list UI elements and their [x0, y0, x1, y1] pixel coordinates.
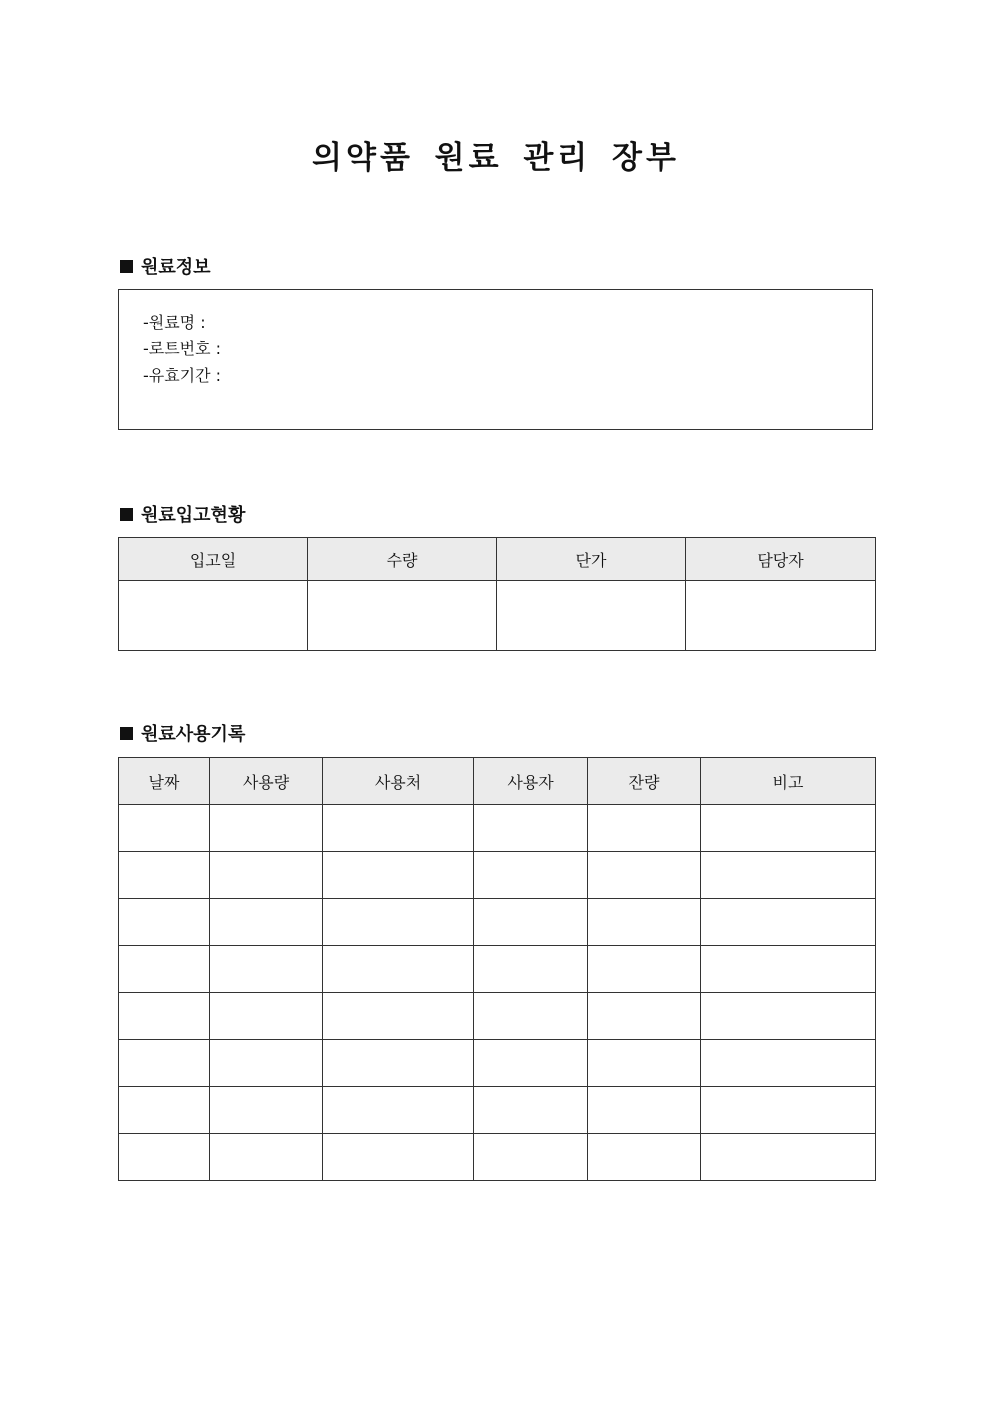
table-header-row	[119, 538, 876, 581]
table-cell[interactable]	[474, 899, 588, 946]
table-cell[interactable]	[588, 993, 701, 1040]
table-cell[interactable]	[210, 993, 323, 1040]
table-cell[interactable]	[119, 1040, 210, 1087]
column-header-user: 사용자	[474, 758, 588, 805]
usage-table	[118, 757, 876, 1181]
column-header-remaining: 잔량	[588, 758, 701, 805]
table-cell[interactable]	[474, 1134, 588, 1181]
table-cell[interactable]	[323, 1087, 474, 1134]
table-cell[interactable]	[701, 899, 876, 946]
column-header-remarks: 비고	[701, 758, 876, 805]
square-bullet-icon	[120, 727, 133, 740]
table-row	[119, 1134, 876, 1181]
table-cell[interactable]	[210, 899, 323, 946]
table-cell[interactable]	[210, 852, 323, 899]
section-heading-usage	[120, 720, 245, 746]
table-row	[119, 946, 876, 993]
section-heading-info-label: 원료정보	[141, 257, 211, 278]
table-cell[interactable]	[701, 1087, 876, 1134]
section-heading-receipt-label: 원료입고현황	[141, 505, 246, 526]
table-cell[interactable]	[701, 852, 876, 899]
table-cell[interactable]	[323, 805, 474, 852]
table-cell[interactable]	[119, 899, 210, 946]
table-cell[interactable]	[474, 852, 588, 899]
table-cell[interactable]	[323, 1134, 474, 1181]
table-row	[119, 852, 876, 899]
column-header-date: 날짜	[119, 758, 210, 805]
table-cell[interactable]	[588, 852, 701, 899]
table-cell[interactable]	[588, 1087, 701, 1134]
lot-number-field[interactable]: -로트번호 :	[143, 339, 222, 358]
table-header-row	[119, 758, 876, 805]
table-row	[119, 993, 876, 1040]
column-header-usage-place: 사용처	[323, 758, 474, 805]
table-cell[interactable]	[474, 1040, 588, 1087]
table-row	[119, 805, 876, 852]
table-cell[interactable]	[701, 1040, 876, 1087]
table-cell[interactable]	[210, 1040, 323, 1087]
table-cell[interactable]	[119, 993, 210, 1040]
table-cell[interactable]	[686, 581, 876, 651]
column-header-usage-amount: 사용량	[210, 758, 323, 805]
table-cell[interactable]	[119, 581, 308, 651]
table-cell[interactable]	[119, 946, 210, 993]
table-cell[interactable]	[474, 946, 588, 993]
table-cell[interactable]	[323, 852, 474, 899]
table-cell[interactable]	[588, 805, 701, 852]
table-cell[interactable]	[588, 946, 701, 993]
square-bullet-icon	[120, 260, 133, 273]
table-cell[interactable]	[323, 946, 474, 993]
column-header-receipt-date: 입고일	[119, 538, 308, 581]
square-bullet-icon	[120, 508, 133, 521]
table-cell[interactable]	[210, 1087, 323, 1134]
table-cell[interactable]	[308, 581, 497, 651]
table-row	[119, 899, 876, 946]
material-info-box	[118, 289, 873, 430]
receipt-table	[118, 537, 876, 651]
table-cell[interactable]	[701, 805, 876, 852]
expiry-period-field[interactable]: -유효기간 :	[143, 366, 222, 385]
column-header-quantity: 수량	[308, 538, 497, 581]
table-cell[interactable]	[323, 1040, 474, 1087]
section-heading-receipt	[120, 501, 245, 527]
material-name-field[interactable]: -원료명 :	[143, 313, 206, 332]
table-cell[interactable]	[119, 852, 210, 899]
table-cell[interactable]	[323, 899, 474, 946]
table-cell[interactable]	[701, 993, 876, 1040]
table-cell[interactable]	[119, 1087, 210, 1134]
column-header-unit-price: 단가	[497, 538, 686, 581]
table-cell[interactable]	[701, 1134, 876, 1181]
table-cell[interactable]	[210, 805, 323, 852]
section-heading-usage-label: 원료사용기록	[141, 724, 246, 745]
table-cell[interactable]	[497, 581, 686, 651]
table-cell[interactable]	[119, 1134, 210, 1181]
table-cell[interactable]	[474, 993, 588, 1040]
table-row	[119, 1040, 876, 1087]
table-cell[interactable]	[323, 993, 474, 1040]
column-header-manager: 담당자	[686, 538, 876, 581]
table-cell[interactable]	[119, 805, 210, 852]
table-cell[interactable]	[210, 946, 323, 993]
table-cell[interactable]	[210, 1134, 323, 1181]
table-cell[interactable]	[701, 946, 876, 993]
table-cell[interactable]	[588, 1040, 701, 1087]
page-title: 의약품 원료 관리 장부	[312, 140, 680, 176]
table-row	[119, 1087, 876, 1134]
table-cell[interactable]	[588, 899, 701, 946]
section-heading-info	[120, 253, 211, 279]
table-cell[interactable]	[474, 805, 588, 852]
table-cell[interactable]	[474, 1087, 588, 1134]
table-cell[interactable]	[588, 1134, 701, 1181]
table-row	[119, 581, 876, 651]
